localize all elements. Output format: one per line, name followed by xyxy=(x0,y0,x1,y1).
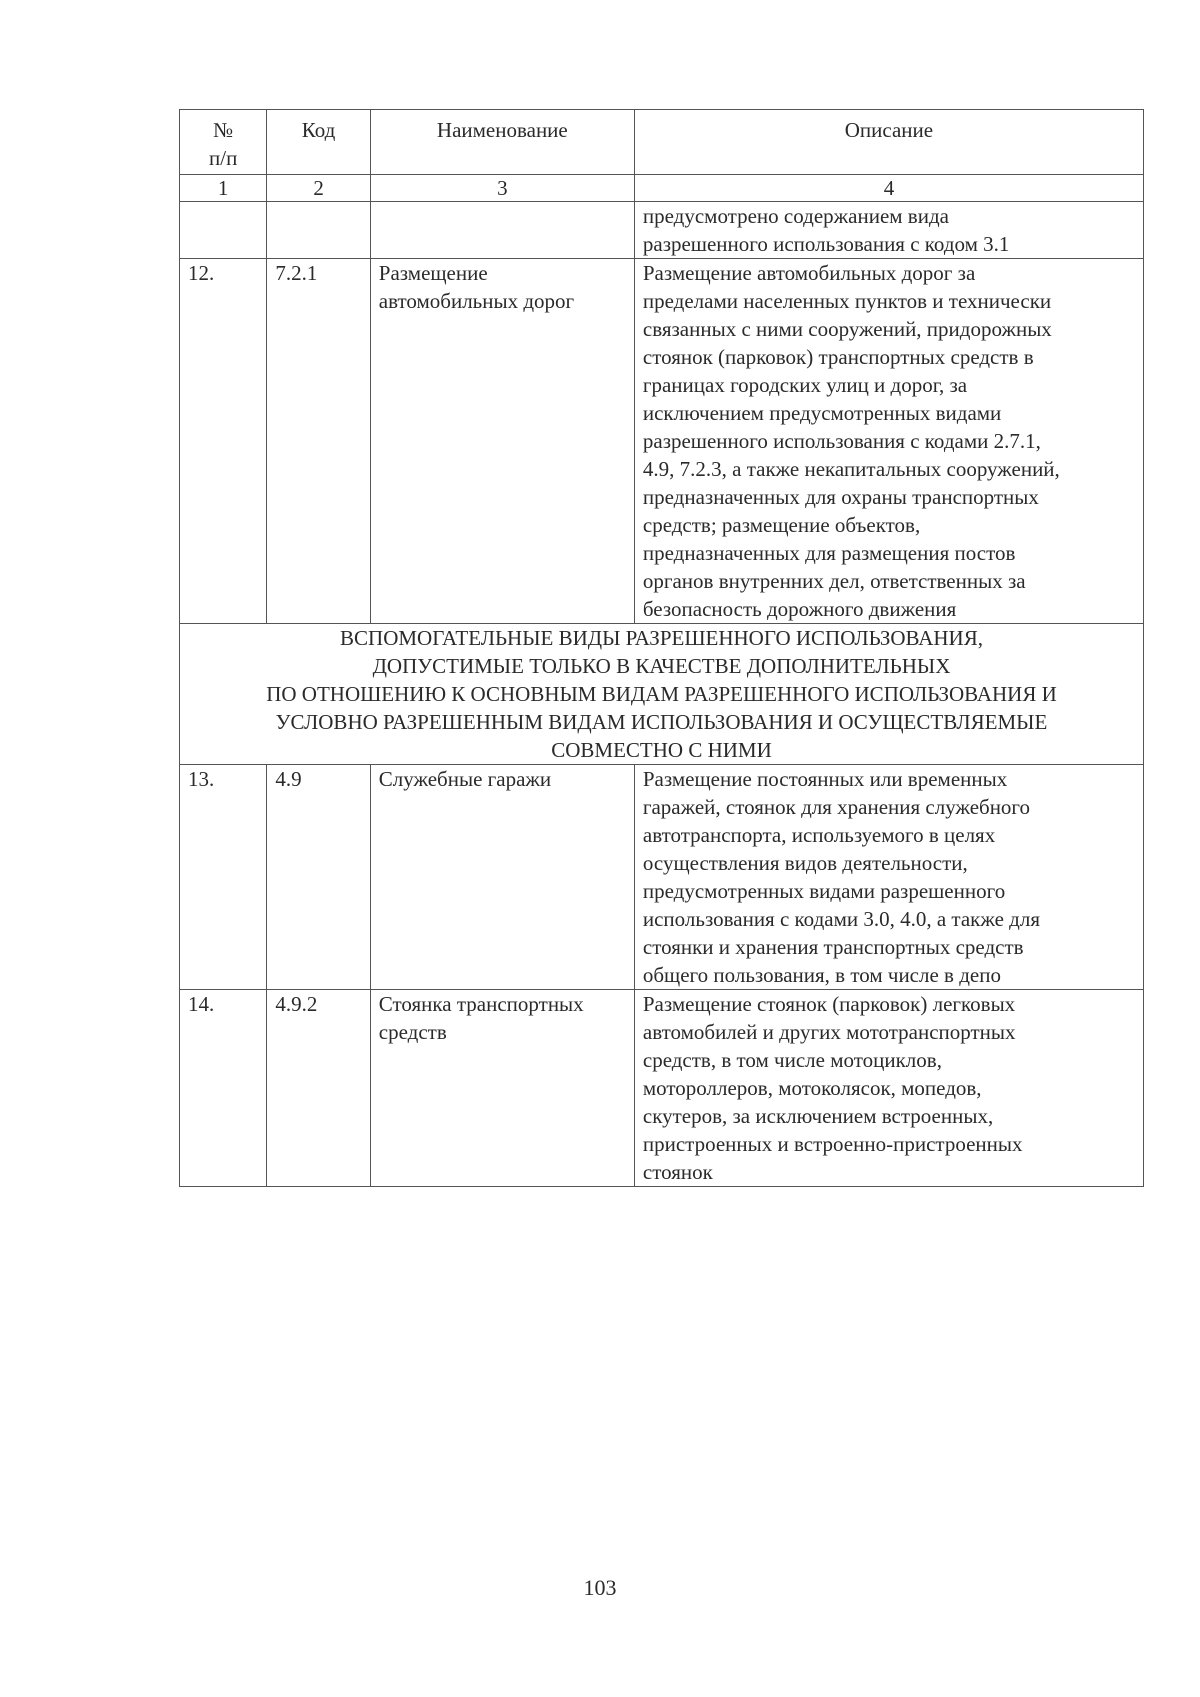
header-code-cell: Код xyxy=(267,110,370,175)
row-code-cell: 4.9 xyxy=(267,765,370,990)
row-name-cell xyxy=(370,990,634,1187)
description-line: средств; размещение объектов, xyxy=(642,513,921,537)
description-line: Размещение постоянных или временных xyxy=(642,767,1008,791)
row-num-cell: 13. xyxy=(180,765,267,990)
row-code-cell: 7.2.1 xyxy=(267,259,370,624)
description-line: 4.9, 7.2.3, а также некапитальных сооружений, xyxy=(642,457,1060,481)
column-number-row xyxy=(180,175,1144,202)
table-row xyxy=(180,990,1144,1187)
section-heading xyxy=(180,624,1144,765)
table-row xyxy=(180,259,1144,624)
continued-description-cell xyxy=(634,202,1143,259)
description-line: мотороллеров, мотоколясок, мопедов, xyxy=(642,1076,982,1100)
table-header-row xyxy=(180,110,1144,175)
section-heading-line: ВСПОМОГАТЕЛЬНЫЕ ВИДЫ РАЗРЕШЕННОГО ИСПОЛЬЗОВАНИЯ, xyxy=(340,626,983,650)
description-line: безопасность дорожного движения xyxy=(642,597,957,621)
continued-num-cell xyxy=(180,202,267,259)
section-heading-line: ДОПУСТИМЫЕ ТОЛЬКО В КАЧЕСТВЕ ДОПОЛНИТЕЛЬНЫХ xyxy=(372,654,951,678)
header-description-cell: Описание xyxy=(634,110,1143,175)
header-num-line-1: № xyxy=(213,118,234,142)
description-line: стоянок xyxy=(642,1160,713,1184)
description-line: предусмотренных видами разрешенного xyxy=(642,879,1006,903)
description-line: общего пользования, в том числе в депо xyxy=(642,963,1001,987)
name-line: Размещение xyxy=(378,261,488,285)
section-heading-line: УСЛОВНО РАЗРЕШЕННЫМ ВИДАМ ИСПОЛЬЗОВАНИЯ И ОСУЩЕСТВЛЯЕМЫЕ xyxy=(275,710,1048,734)
description-line: границах городских улиц и дорог, за xyxy=(642,373,968,397)
continued-code-cell xyxy=(267,202,370,259)
description-line: разрешенного использования с кодом 3.1 xyxy=(642,232,1010,256)
section-heading-line: СОВМЕСТНО С НИМИ xyxy=(551,738,772,762)
row-description-cell xyxy=(634,990,1143,1187)
continued-row xyxy=(180,202,1144,259)
description-line: скутеров, за исключением встроенных, xyxy=(642,1104,994,1128)
column-number-1: 1 xyxy=(180,175,267,202)
column-number-4: 4 xyxy=(634,175,1143,202)
description-line: гаражей, стоянок для хранения служебного xyxy=(642,795,1031,819)
description-line: Размещение автомобильных дорог за xyxy=(642,261,976,285)
header-name-cell: Наименование xyxy=(370,110,634,175)
section-heading-line: ПО ОТНОШЕНИЮ К ОСНОВНЫМ ВИДАМ РАЗРЕШЕННОГО ИСПОЛЬЗОВАНИЯ И xyxy=(266,682,1057,706)
description-line: автомобилей и других мототранспортных xyxy=(642,1020,1016,1044)
description-line: осуществления видов деятельности, xyxy=(642,851,968,875)
header-num-line-2: п/п xyxy=(209,146,238,170)
description-line: предназначенных для размещения постов xyxy=(642,541,1016,565)
row-name-cell xyxy=(370,259,634,624)
section-heading-row xyxy=(180,624,1144,765)
row-num-cell: 12. xyxy=(180,259,267,624)
description-line: пределами населенных пунктов и технически xyxy=(642,289,1052,313)
name-line: Служебные гаражи xyxy=(378,767,552,791)
description-line: предназначенных для охраны транспортных xyxy=(642,485,1039,509)
continued-name-cell xyxy=(370,202,634,259)
table-row xyxy=(180,765,1144,990)
name-line: автомобильных дорог xyxy=(378,289,575,313)
description-line: разрешенного использования с кодами 2.7.1, xyxy=(642,429,1041,453)
description-line: использования с кодами 3.0, 4.0, а также для xyxy=(642,907,1041,931)
header-num-cell xyxy=(180,110,267,175)
row-description-cell xyxy=(634,765,1143,990)
name-line: Стоянка транспортных xyxy=(378,992,584,1016)
description-line: автотранспорта, используемого в целях xyxy=(642,823,996,847)
row-name-cell xyxy=(370,765,634,990)
description-line: пристроенных и встроенно-пристроенных xyxy=(642,1132,1023,1156)
description-line: исключением предусмотренных видами xyxy=(642,401,1002,425)
description-line: стоянок (парковок) транспортных средств в xyxy=(642,345,1034,369)
description-line: связанных с ними сооружений, придорожных xyxy=(642,317,1052,341)
description-line: органов внутренних дел, ответственных за xyxy=(642,569,1026,593)
description-line: средств, в том числе мотоциклов, xyxy=(642,1048,942,1072)
description-line: предусмотрено содержанием вида xyxy=(642,204,949,228)
name-line: средств xyxy=(378,1020,447,1044)
land-use-table xyxy=(179,109,1144,1187)
column-number-3: 3 xyxy=(370,175,634,202)
column-number-2: 2 xyxy=(267,175,370,202)
description-line: Размещение стоянок (парковок) легковых xyxy=(642,992,1016,1016)
row-code-cell: 4.9.2 xyxy=(267,990,370,1187)
description-line: стоянки и хранения транспортных средств xyxy=(642,935,1024,959)
page-number: 103 xyxy=(583,1575,617,1600)
row-num-cell: 14. xyxy=(180,990,267,1187)
row-description-cell xyxy=(634,259,1143,624)
